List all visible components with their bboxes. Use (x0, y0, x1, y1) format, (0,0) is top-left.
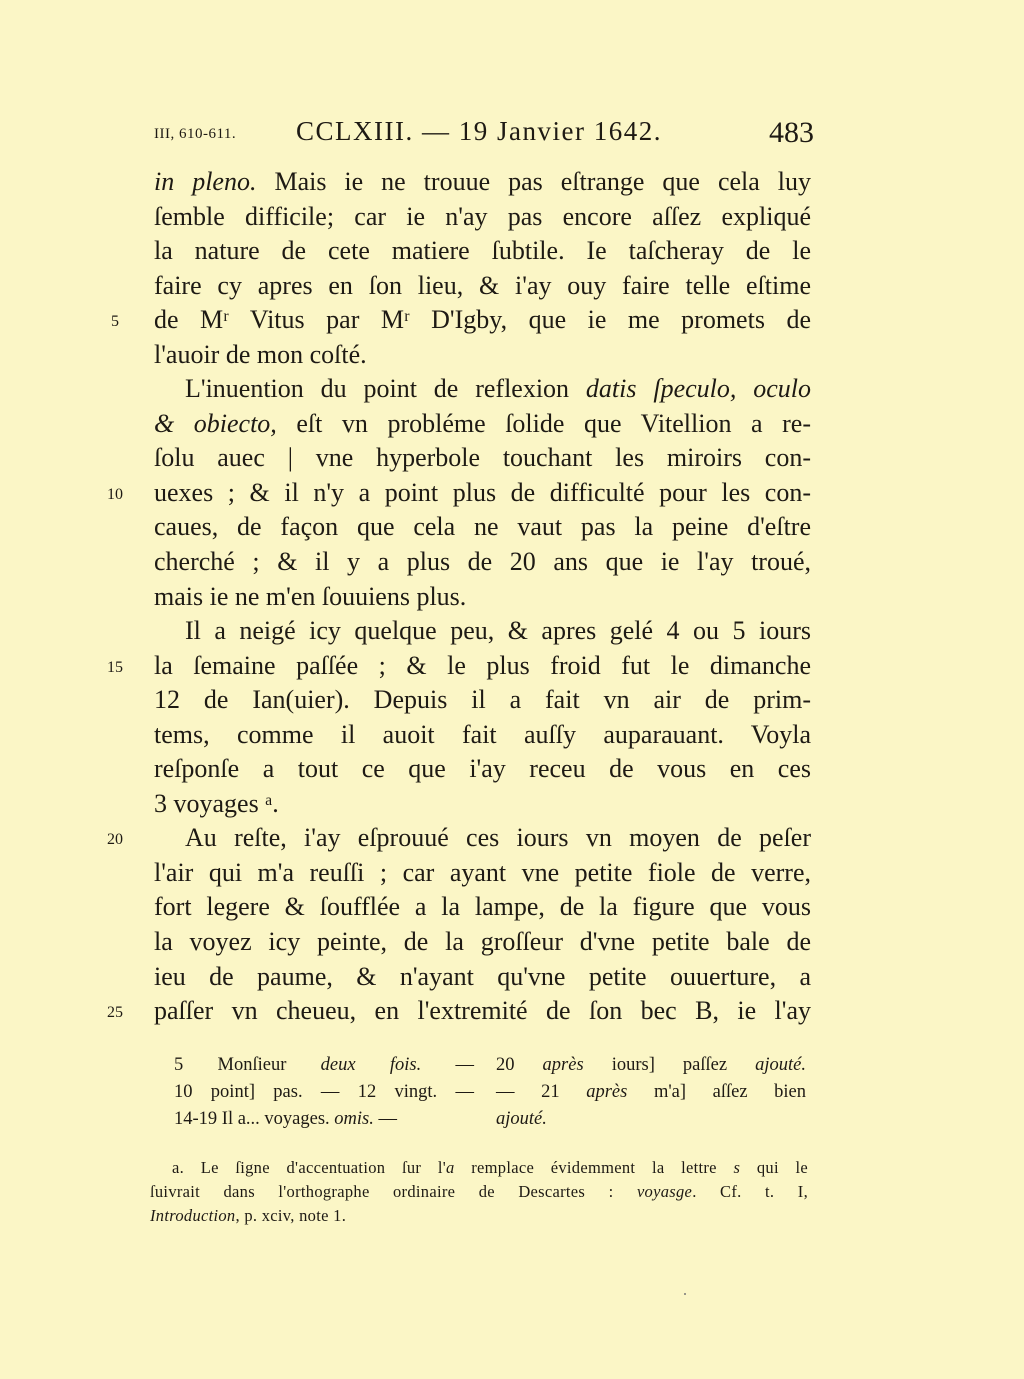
line-text: paſſer vn cheueu, en l'extremité de ſon bec B, ie l'ay (154, 996, 811, 1026)
line-number: 20 (107, 831, 123, 849)
variant-line: 10 point] pas. — 12 vingt. — (174, 1082, 474, 1102)
text-line (0, 683, 1024, 718)
text-line (0, 718, 1024, 753)
text-line (0, 234, 1024, 269)
text-line (0, 269, 1024, 304)
text-line (0, 545, 1024, 580)
line-text: Au reſte, i'ay eſprouué ces iours vn moyen de peſer (185, 823, 811, 853)
text-line (0, 614, 1024, 649)
text-line (0, 510, 1024, 545)
line-number: 15 (107, 658, 123, 676)
line-text: L'inuention du point de reflexion datis ſpeculo, oculo (185, 374, 812, 404)
text-line (0, 476, 1024, 511)
line-text: caues, de façon que cela ne vaut pas la peine d'eſtre (154, 512, 811, 542)
line-text: reſponſe a tout ce que i'ay receu de vous en ces (154, 754, 811, 784)
text-line (0, 960, 1024, 995)
variant-line: 14-19 Il a... voyages. omis. — (174, 1109, 397, 1129)
line-number: 25 (107, 1004, 123, 1022)
line-text: mais ie ne m'en ſouuiens plus. (154, 581, 467, 611)
text-line (0, 821, 1024, 856)
footnote-line-1: a. Le ſigne d'accentuation ſur l'a remplace évidemment la lettre s qui le (172, 1158, 808, 1177)
line-text: cherché ; & il y a plus de 20 ans que ie l'ay troué, (154, 547, 811, 577)
text-line (0, 994, 1024, 1029)
text-line (0, 856, 1024, 891)
text-line (0, 890, 1024, 925)
text-line (0, 441, 1024, 476)
footnote-line-3: Introduction, p. xciv, note 1. (150, 1206, 347, 1225)
variant-line: 5 Monſieur deux fois. — (174, 1055, 474, 1075)
variants-column-2 (496, 1052, 806, 1133)
line-text: ieu de paume, & n'ayant qu'vne petite ouuerture, a (154, 961, 811, 991)
line-text: 3 voyages ᵃ. (154, 788, 279, 818)
variant-line: — 21 après m'a] aſſez bien (496, 1082, 807, 1102)
line-number: 10 (107, 485, 123, 503)
line-text: uexes ; & il n'y a point plus de difficulté pour les con- (154, 477, 811, 507)
text-line (0, 303, 1024, 338)
line-number: 5 (111, 313, 119, 331)
line-text: de Mʳ Vitus par Mʳ D'Igby, que ie me promets de (154, 305, 811, 335)
line-text: ſolu auec | vne hyperbole touchant les miroirs con- (154, 443, 811, 473)
variant-line: ajouté. (496, 1109, 547, 1129)
line-text: faire cy apres en ſon lieu, & i'ay ouy faire telle eſtime (154, 270, 811, 300)
line-text: tems, comme il auoit fait auſſy auparauant. Voyla (154, 719, 811, 749)
line-text: la ſemaine paſſée ; & le plus froid fut le dimanche (154, 650, 811, 680)
line-text: 12 de Ian(uier). Depuis il a fait vn air de prim- (154, 685, 811, 715)
line-text: la nature de cete matiere ſubtile. Ie taſcheray de le (154, 236, 811, 266)
page-number: 483 (769, 116, 814, 149)
footnote (150, 1156, 808, 1228)
line-text: l'auoir de mon coſté. (154, 339, 367, 369)
text-line (0, 580, 1024, 615)
line-text: Il a neigé icy quelque peu, & apres gelé 4 ou 5 iours (185, 616, 811, 646)
line-text: la voyez icy peinte, de la groſſeur d'vne petite bale de (154, 927, 811, 957)
footnote-line-2: ſuivrait dans l'orthographe ordinaire de Descartes : voyasge. Cf. t. I, (150, 1182, 808, 1201)
line-text: fort legere & ſoufflée a la lampe, de la figure que vous (154, 892, 811, 922)
text-line (0, 649, 1024, 684)
line-text: in pleno. Mais ie ne trouue pas eſtrange que cela luy (154, 167, 811, 196)
text-line (0, 787, 1024, 822)
letter-title: CCLXIII. — 19 Janvier 1642. (296, 116, 662, 146)
paper-speck (684, 1293, 686, 1295)
text-line (0, 925, 1024, 960)
text-line (0, 752, 1024, 787)
body-text (0, 165, 1024, 1029)
volume-reference: III, 610-611. (154, 126, 237, 142)
running-header (154, 116, 814, 156)
text-line (0, 372, 1024, 407)
variants-column-1 (174, 1052, 474, 1133)
text-line (0, 165, 1024, 200)
line-text: ſemble difficile; car ie n'ay pas encore aſſez expliqué (154, 201, 811, 231)
line-text: & obiecto, eſt vn probléme ſolide que Vitellion a re- (154, 408, 811, 438)
variant-line: 20 après iours] paſſez ajouté. (496, 1055, 806, 1075)
text-line (0, 338, 1024, 373)
line-text: l'air qui m'a reuſſi ; car ayant vne petite fiole de verre, (154, 857, 811, 887)
text-line (0, 407, 1024, 442)
text-line (0, 200, 1024, 235)
